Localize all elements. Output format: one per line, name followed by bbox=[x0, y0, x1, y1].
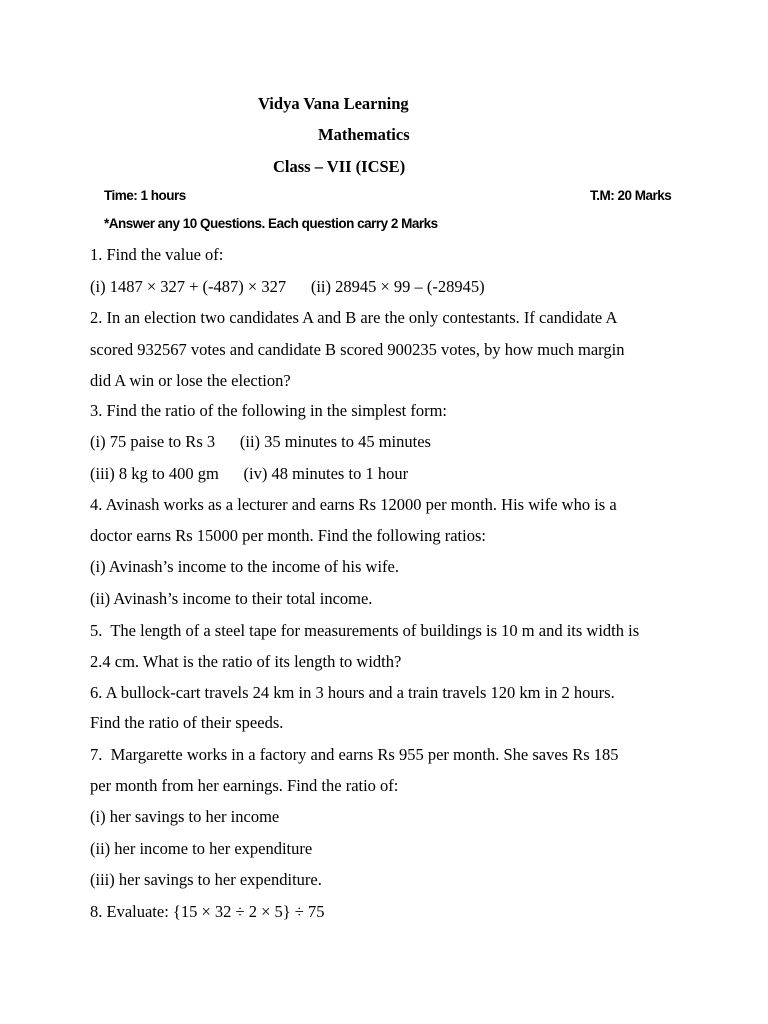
instruction-text: *Answer any 10 Questions. Each question carry 2 Marks bbox=[104, 216, 438, 231]
question-7-part-3: (iii) her savings to her expenditure. bbox=[90, 870, 322, 889]
question-1: 1. Find the value of: bbox=[90, 245, 224, 264]
question-3-parts-2: (iii) 8 kg to 400 gm (iv) 48 minutes to 1 hour bbox=[90, 464, 409, 483]
question-1-parts: (i) 1487 × 327 + (-487) × 327 (ii) 28945 × 99 – (-28945) bbox=[90, 277, 485, 296]
class-title: Class – VII (ICSE) bbox=[273, 157, 406, 176]
question-5-line-1: 5. The length of a steel tape for measurements of buildings is 10 m and its width is bbox=[90, 621, 640, 640]
question-6-line-2: Find the ratio of their speeds. bbox=[90, 713, 284, 732]
question-7-line-1: 7. Margarette works in a factory and earns Rs 955 per month. She saves Rs 185 bbox=[90, 745, 619, 764]
question-6-line-1: 6. A bullock-cart travels 24 km in 3 hours and a train travels 120 km in 2 hours. bbox=[90, 683, 615, 702]
school-name: Vidya Vana Learning bbox=[258, 94, 409, 113]
question-4-part-1: (i) Avinash’s income to the income of his wife. bbox=[90, 557, 400, 576]
question-4-line-2: doctor earns Rs 15000 per month. Find the following ratios: bbox=[90, 526, 486, 545]
time-label: Time: 1 hours bbox=[104, 188, 186, 203]
question-7-line-2: per month from her earnings. Find the ratio of: bbox=[90, 776, 399, 795]
total-marks-label: T.M: 20 Marks bbox=[590, 188, 672, 203]
question-3: 3. Find the ratio of the following in the simplest form: bbox=[90, 401, 447, 420]
question-4-part-2: (ii) Avinash’s income to their total income. bbox=[90, 589, 373, 608]
question-4-line-1: 4. Avinash works as a lecturer and earns Rs 12000 per month. His wife who is a bbox=[90, 495, 617, 514]
question-8: 8. Evaluate: {15 × 32 ÷ 2 × 5} ÷ 75 bbox=[90, 902, 325, 921]
question-3-parts-1: (i) 75 paise to Rs 3 (ii) 35 minutes to 45 minutes bbox=[90, 432, 431, 451]
subject-title: Mathematics bbox=[318, 125, 410, 144]
question-7-part-2: (ii) her income to her expenditure bbox=[90, 839, 313, 858]
question-2-line-1: 2. In an election two candidates A and B are the only contestants. If candidate A bbox=[90, 308, 618, 327]
question-7-part-1: (i) her savings to her income bbox=[90, 807, 280, 826]
question-2-line-3: did A win or lose the election? bbox=[90, 371, 291, 390]
question-5-line-2: 2.4 cm. What is the ratio of its length to width? bbox=[90, 652, 402, 671]
question-2-line-2: scored 932567 votes and candidate B scored 900235 votes, by how much margin bbox=[90, 340, 625, 359]
